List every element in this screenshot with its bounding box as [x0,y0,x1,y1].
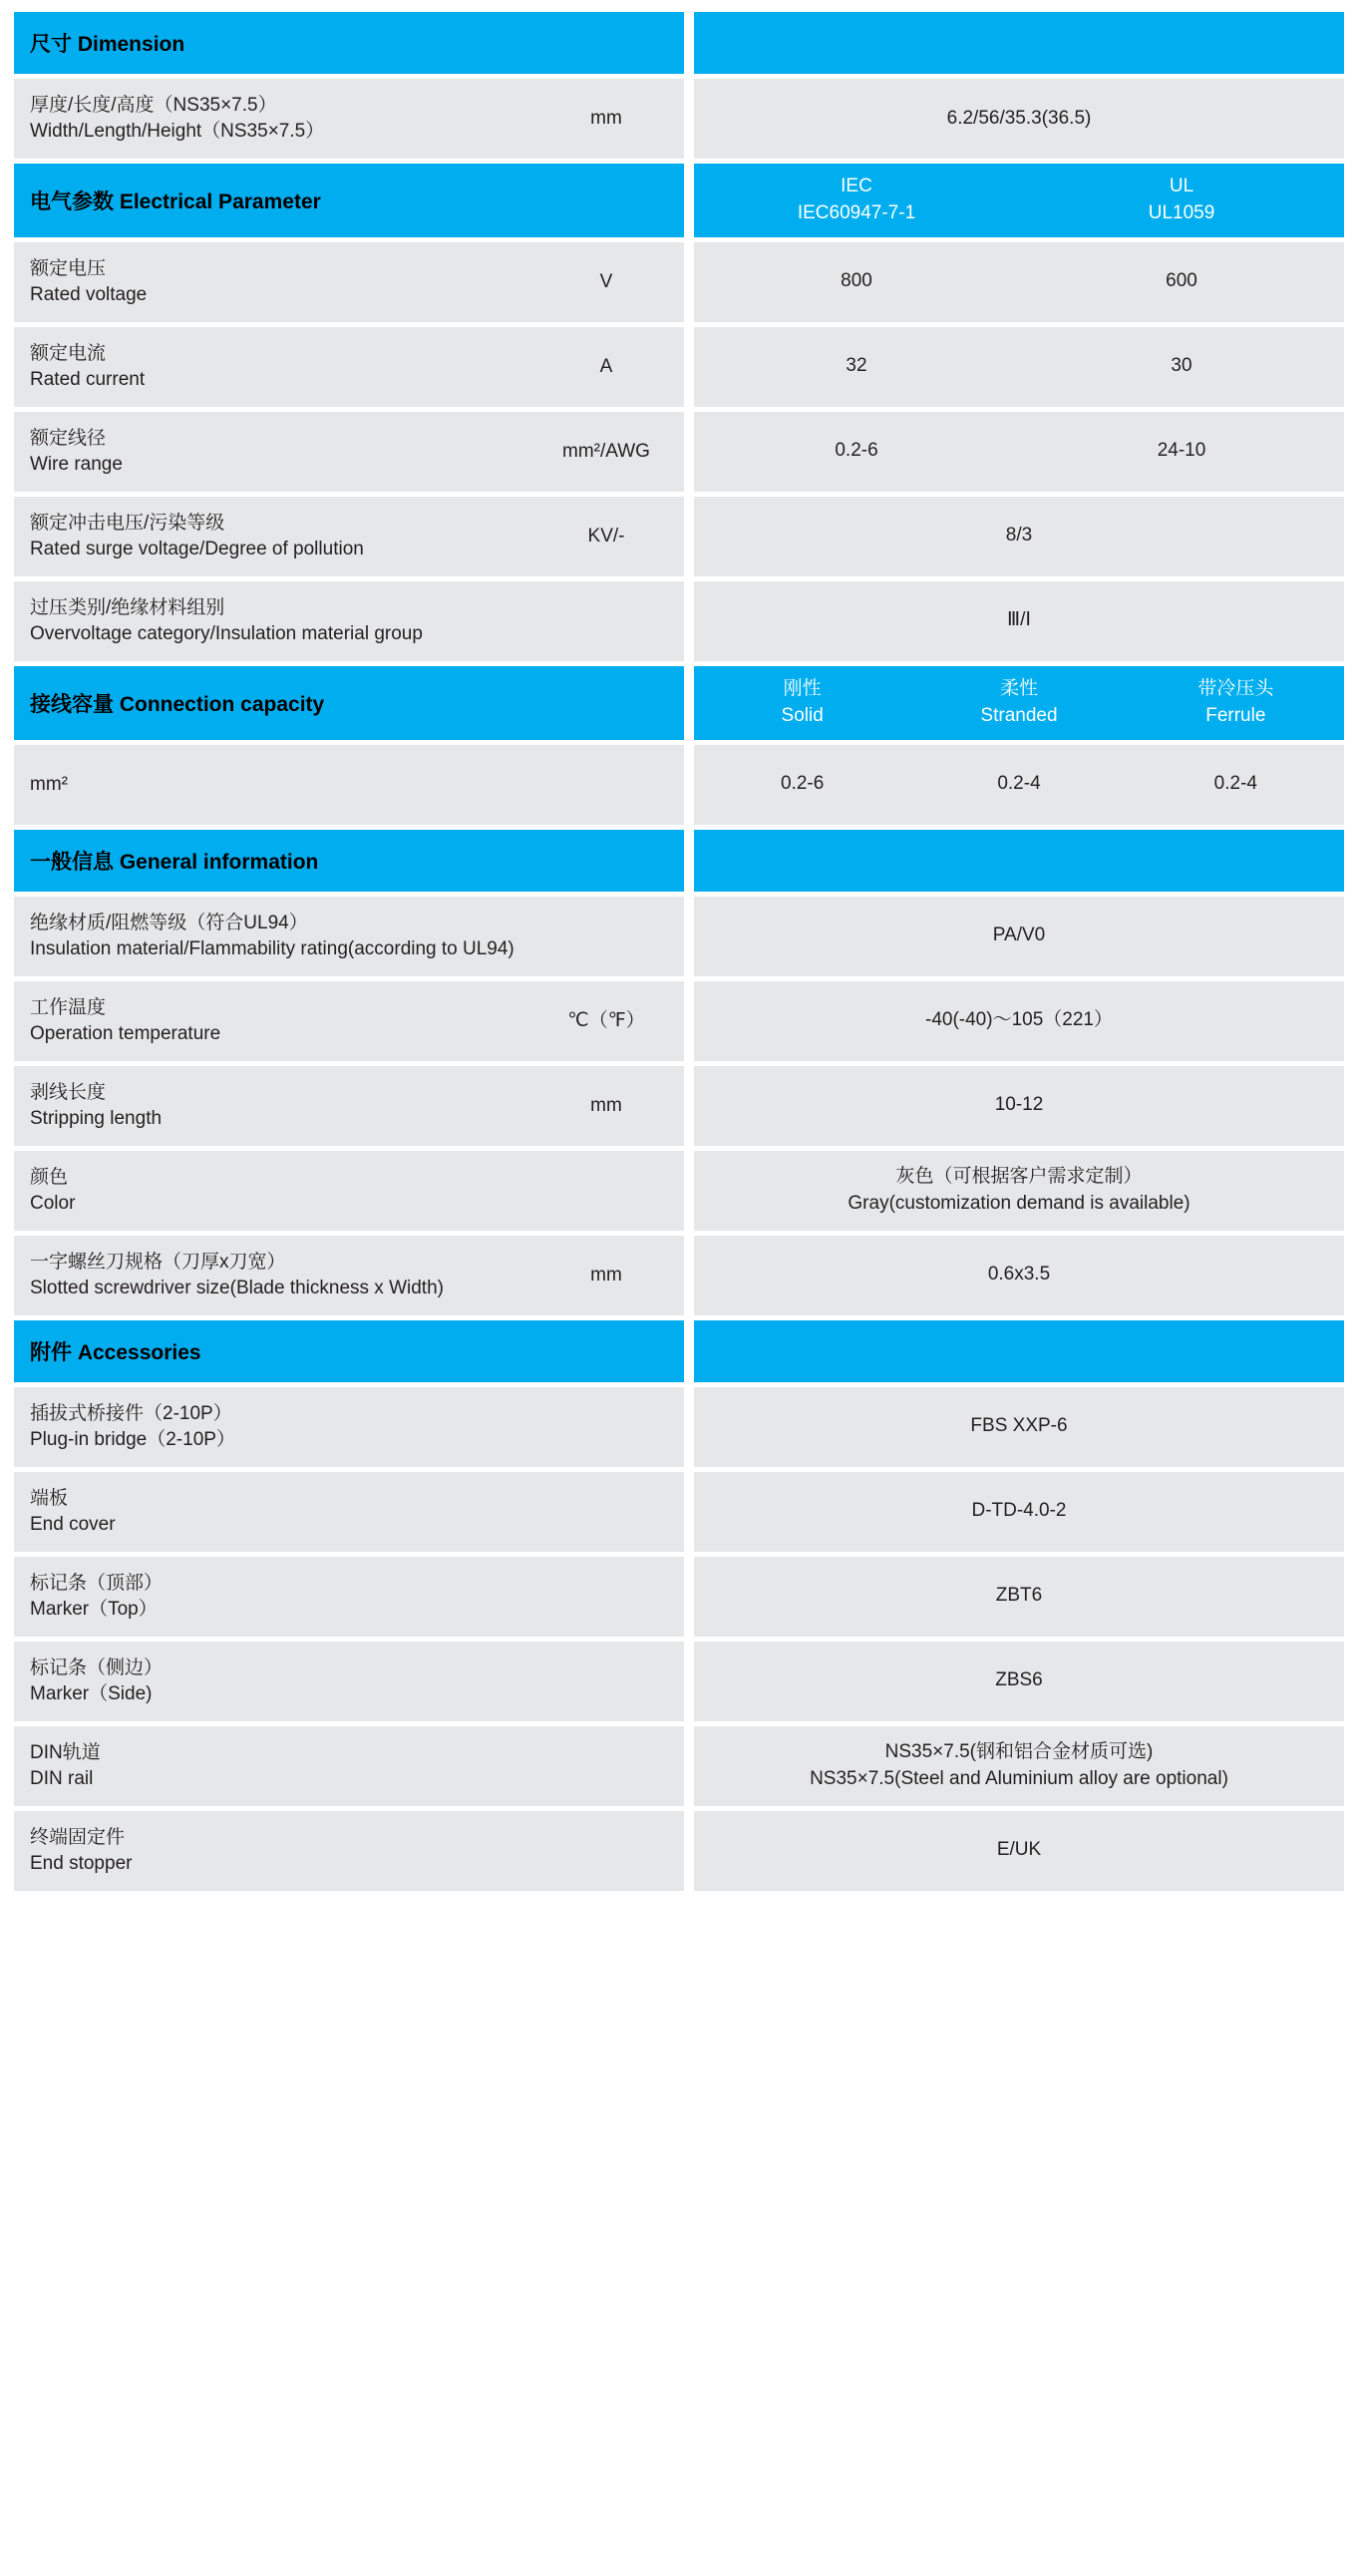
spec-label [14,1561,534,1633]
spec-row [14,745,1344,825]
spec-label-en: Operation temperature [30,1022,221,1044]
spec-row [14,1557,1344,1637]
spec-value-cell [694,79,1344,159]
spec-value [694,343,1019,390]
spec-label-cn: 过压类别/绝缘材料组别 [30,596,225,618]
section-header-col [694,20,1344,67]
spec-value [694,913,1344,959]
spec-unit: A [599,355,613,377]
spec-value-line: -40(-40)～105（221） [925,1009,1113,1031]
spec-value [1019,428,1344,475]
spec-value [694,997,1344,1044]
spec-value [694,96,1344,143]
section-title: 附件 Accessories [14,1320,684,1382]
spec-value-line: Gray(customization demand is available) [848,1192,1190,1214]
spec-row [14,1066,1344,1146]
section-title: 尺寸 Dimension [14,12,684,74]
header-col-label-en: UL1059 [1148,201,1215,223]
spec-value-cell [694,242,1344,322]
section-header-col [910,666,1127,740]
section-title: 电气参数 Electrical Parameter [14,164,684,237]
spec-value-cell [694,1642,1344,1721]
section-header-row [14,830,1344,892]
spec-label-cn: 插拔式桥接件（2-10P） [30,1402,232,1424]
header-col-label-en: Ferrule [1205,704,1266,726]
spec-label-cell [14,79,684,159]
spec-value-cell [694,1387,1344,1467]
spec-label-en: Rated voltage [30,283,148,305]
spec-label-cell [14,327,684,407]
spec-label [14,901,534,972]
spec-value [1019,343,1344,390]
spec-label-cell [14,1811,684,1891]
spec-value-line: E/UK [996,1839,1042,1861]
spec-row [14,1387,1344,1467]
spec-row [14,981,1344,1061]
spec-label-cn: 额定冲击电压/污染等级 [30,512,225,534]
section-header-values [694,12,1344,74]
spec-label-cn: 终端固定件 [30,1826,126,1848]
spec-unit: mm²/AWG [562,440,650,462]
spec-label-cn: 端板 [30,1487,69,1509]
spec-value-line: 600 [1166,270,1197,292]
spec-value-line: 8/3 [1005,525,1033,547]
spec-value [694,1573,1344,1620]
header-col-label-en: Stranded [980,704,1058,726]
spec-label-en: Rated current [30,368,146,390]
section-header-row [14,12,1344,74]
header-col-label-en: IEC60947-7-1 [797,201,916,223]
spec-value [694,1154,1344,1228]
section-header-col [1019,164,1344,237]
section-header-values [694,1320,1344,1382]
spec-value-line: PA/V0 [992,924,1046,946]
spec-value-cell [694,1066,1344,1146]
spec-value [694,513,1344,559]
spec-row [14,1811,1344,1891]
spec-label-cell [14,497,684,576]
spec-value-line: ZBT6 [995,1585,1043,1607]
spec-label-cell [14,1387,684,1467]
spec-label-cn: 额定电压 [30,257,107,279]
spec-unit: mm [590,1094,622,1116]
spec-unit: V [599,270,613,292]
section-header-row [14,164,1344,237]
spec-label-cell [14,897,684,976]
spec-value-line: Ⅲ/Ⅰ [1007,609,1031,631]
spec-label-en: Plug-in bridge（2-10P） [30,1428,235,1450]
spec-label [14,585,534,657]
spec-value [694,1657,1344,1704]
spec-label-en: End cover [30,1513,116,1535]
spec-value-cell [694,1236,1344,1315]
header-col-label-en: Solid [781,704,824,726]
spec-value [910,761,1127,808]
spec-label-cn: 颜色 [30,1166,69,1188]
spec-label-en: Width/Length/Height（NS35×7.5） [30,121,325,142]
spec-value-cell [694,581,1344,661]
spec-value-line: 灰色（可根据客户需求定制） [895,1165,1143,1187]
spec-row [14,1151,1344,1231]
section-header-col [1128,666,1344,740]
spec-value-cell [694,497,1344,576]
spec-label [14,501,534,572]
spec-value [694,1827,1344,1874]
spec-label-cell [14,1066,684,1146]
spec-label [14,1240,534,1311]
header-col-label-cn: 带冷压头 [1197,677,1274,699]
spec-label-cell [14,242,684,322]
spec-value [1128,761,1344,808]
spec-row [14,581,1344,661]
spec-row [14,242,1344,322]
spec-label-en: Slotted screwdriver size(Blade thickness x Width) [30,1277,444,1298]
section-header-values [694,164,1344,237]
spec-label [14,1391,534,1463]
spec-value [694,258,1019,305]
spec-value-line: 6.2/56/35.3(36.5) [946,107,1092,129]
section-title: 一般信息 General information [14,830,684,892]
spec-value [694,1488,1344,1535]
spec-row [14,1726,1344,1806]
spec-label [14,1646,534,1717]
header-col-label-cn: 刚性 [783,677,822,699]
spec-label-cn: 一字螺丝刀规格（刀厚x刀宽） [30,1251,286,1273]
spec-label-cell [14,1557,684,1637]
spec-value-line: 0.2-6 [781,773,825,795]
spec-value-line: ZBS6 [995,1669,1043,1691]
spec-row [14,412,1344,492]
spec-value-cell [694,412,1344,492]
section-header-col [694,164,1019,237]
section-header-col [694,666,910,740]
spec-value-cell [694,1151,1344,1231]
spec-label [14,331,534,403]
section-title: 接线容量 Connection capacity [14,666,684,740]
spec-label-cn: 标记条（顶部） [30,1572,164,1594]
spec-label-cell [14,981,684,1061]
spec-row [14,897,1344,976]
spec-label-en: Color [30,1192,76,1214]
spec-row [14,497,1344,576]
spec-label-en: End stopper [30,1852,133,1874]
section-header-col [694,1327,1344,1374]
spec-label [14,416,534,488]
spec-value-line: 800 [841,270,872,292]
spec-value-cell [694,745,1344,825]
spec-value [694,1252,1344,1298]
spec-label [14,1070,534,1142]
spec-row [14,1472,1344,1552]
section-header-col [694,837,1344,884]
spec-value-line: NS35×7.5(钢和铝合金材质可选) [884,1740,1154,1762]
spec-value [694,1729,1344,1803]
spec-value-line: D-TD-4.0-2 [971,1500,1067,1522]
spec-label-cell [14,1151,684,1231]
spec-value [694,761,910,808]
spec-label-cell [14,581,684,661]
spec-label-cn: 剥线长度 [30,1081,107,1103]
spec-label-en: Marker（Top） [30,1598,158,1620]
spec-unit: mm [590,1264,622,1286]
spec-unit: ℃（℉） [567,1009,645,1031]
spec-label [14,985,534,1057]
spec-label [14,1815,534,1887]
spec-label-en: Wire range [30,453,123,475]
header-col-label-cn: 柔性 [999,677,1038,699]
spec-label-cn: 额定电流 [30,342,107,364]
spec-label [14,1155,534,1227]
spec-label [14,1476,534,1548]
spec-value-line: 0.2-4 [1213,773,1257,795]
spec-unit: mm [590,107,622,129]
spec-label [14,246,534,318]
spec-value-line: 32 [846,355,867,377]
spec-value-cell [694,1811,1344,1891]
spec-value [694,597,1344,644]
spec-value-line: NS35×7.5(Steel and Aluminium alloy are optional) [810,1767,1228,1789]
spec-label [14,83,534,155]
spec-label-en: Stripping length [30,1107,163,1129]
spec-label-cell [14,412,684,492]
spec-label-en: Marker（Side) [30,1682,153,1704]
spec-value [694,428,1019,475]
spec-unit: KV/- [587,525,625,547]
spec-label-cn: 额定线径 [30,427,107,449]
spec-label-cell [14,1472,684,1552]
spec-value-cell [694,1557,1344,1637]
section-header-row [14,1320,1344,1382]
spec-label [14,1730,534,1802]
spec-value-cell [694,981,1344,1061]
section-header-row [14,666,1344,740]
spec-label-cn: 标记条（侧边） [30,1656,164,1678]
spec-row [14,327,1344,407]
spec-label-cn: 工作温度 [30,996,107,1018]
header-col-label-cn: IEC [841,176,872,196]
spec-value [1019,258,1344,305]
spec-label-cn: 厚度/长度/高度（NS35×7.5） [30,94,277,116]
spec-label-cn: 绝缘材质/阻燃等级（符合UL94） [30,912,308,933]
spec-label-en: Rated surge voltage/Degree of pollution [30,538,364,559]
spec-label-en: Overvoltage category/Insulation material group [30,622,423,644]
spec-value-line: 0.6x3.5 [987,1264,1051,1286]
section-header-values [694,666,1344,740]
spec-value-line: 30 [1171,355,1192,377]
spec-value-line: 24-10 [1157,440,1206,462]
spec-value-cell [694,897,1344,976]
spec-label-cell [14,1726,684,1806]
spec-label-cell [14,745,684,825]
spec-label-en: Insulation material/Flammability rating(according to UL94) [30,937,514,959]
spec-value-line: FBS XXP-6 [970,1415,1068,1437]
spec-label-en: DIN rail [30,1767,94,1789]
spec-label [14,762,534,808]
spec-label-cell [14,1236,684,1315]
spec-value-cell [694,1472,1344,1552]
spec-value-line: 10-12 [994,1094,1044,1116]
spec-label-cell [14,1642,684,1721]
spec-row [14,1236,1344,1315]
spec-row [14,1642,1344,1721]
spec-value-line: 0.2-4 [997,773,1041,795]
spec-row [14,79,1344,159]
spec-value-line: 0.2-6 [835,440,878,462]
spec-value [694,1403,1344,1450]
header-col-label-cn: UL [1169,176,1194,196]
spec-label-cn: DIN轨道 [30,1741,101,1763]
section-header-values [694,830,1344,892]
spec-value-cell [694,1726,1344,1806]
spec-label-cn: mm² [30,773,68,795]
spec-value [694,1082,1344,1129]
spec-value-cell [694,327,1344,407]
